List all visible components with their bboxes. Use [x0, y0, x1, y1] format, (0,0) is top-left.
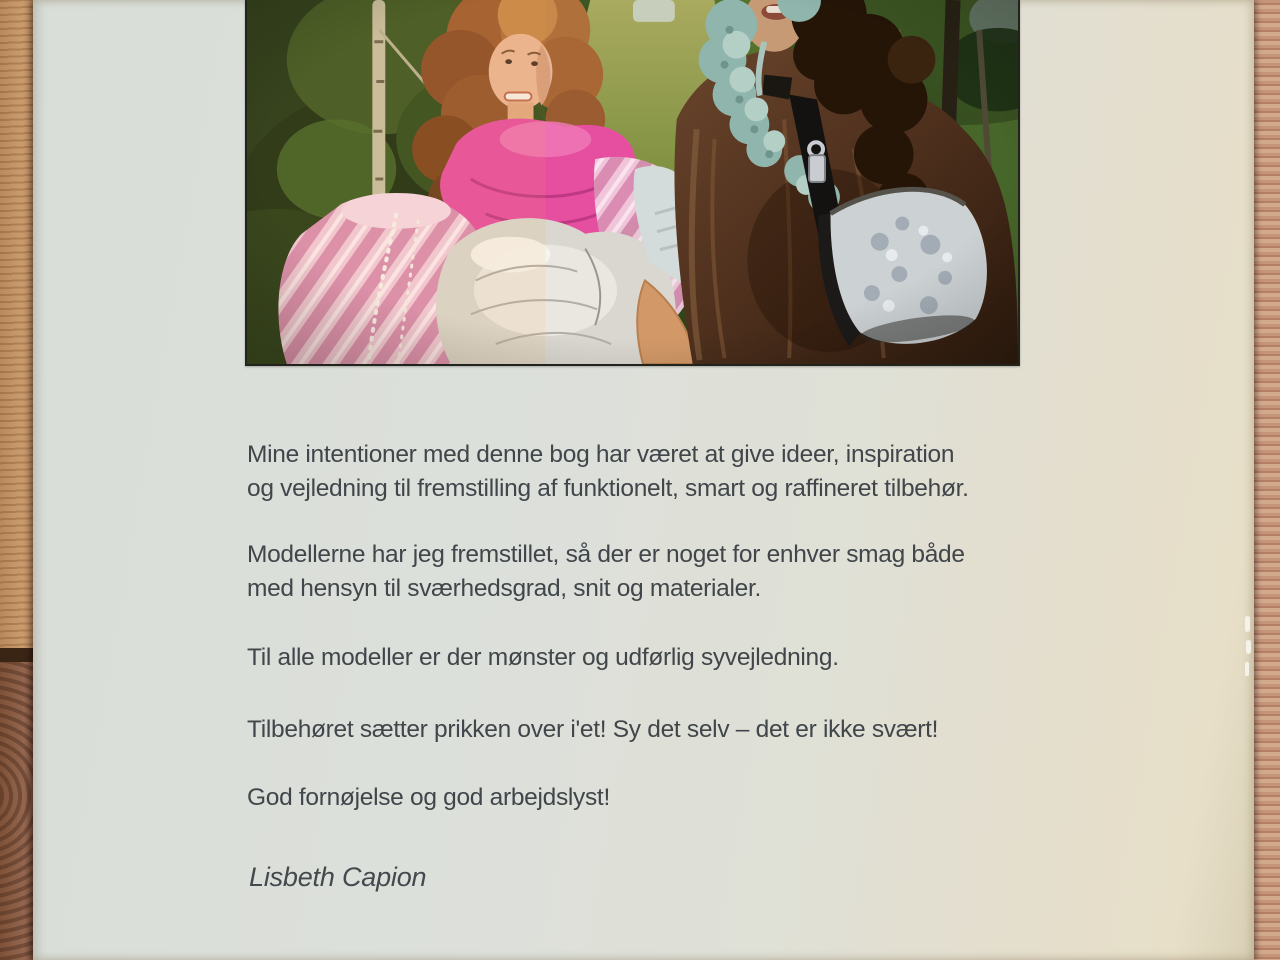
- paragraph-line: med hensyn til sværhedsgrad, snit og materialer.: [247, 575, 761, 602]
- paragraph-line: Mine intentioner med denne bog har været at give ideer, inspiration: [247, 441, 955, 468]
- cover-photo-scene: [247, 0, 1018, 364]
- back-cover-paragraph: [247, 641, 839, 675]
- cover-photo: [245, 0, 1020, 366]
- paragraph-line: og vejledning til fremstilling af funktionelt, smart og raffineret tilbehør.: [247, 475, 969, 502]
- back-cover-paragraph: [247, 713, 938, 747]
- cover-edge-chip: [1245, 616, 1250, 632]
- back-cover-paragraph: [247, 438, 969, 506]
- back-cover-paragraph: [247, 781, 610, 815]
- cover-edge-chip: [1246, 640, 1251, 654]
- vignette: [247, 0, 1018, 364]
- paragraph-line: God fornøjelse og god arbejdslyst!: [247, 784, 610, 811]
- paragraph-line: Modellerne har jeg fremstillet, så der er noget for enhver smag både: [247, 541, 965, 568]
- author-signature: Lisbeth Capion: [249, 862, 427, 892]
- book-back-cover: [33, 0, 1254, 960]
- paragraph-line: Til alle modeller er der mønster og udførlig syvejledning.: [247, 644, 839, 671]
- cover-edge-chip: [1245, 662, 1249, 676]
- paragraph-line: Tilbehøret sætter prikken over i'et! Sy det selv – det er ikke svært!: [247, 716, 939, 743]
- back-cover-paragraph: [247, 538, 965, 606]
